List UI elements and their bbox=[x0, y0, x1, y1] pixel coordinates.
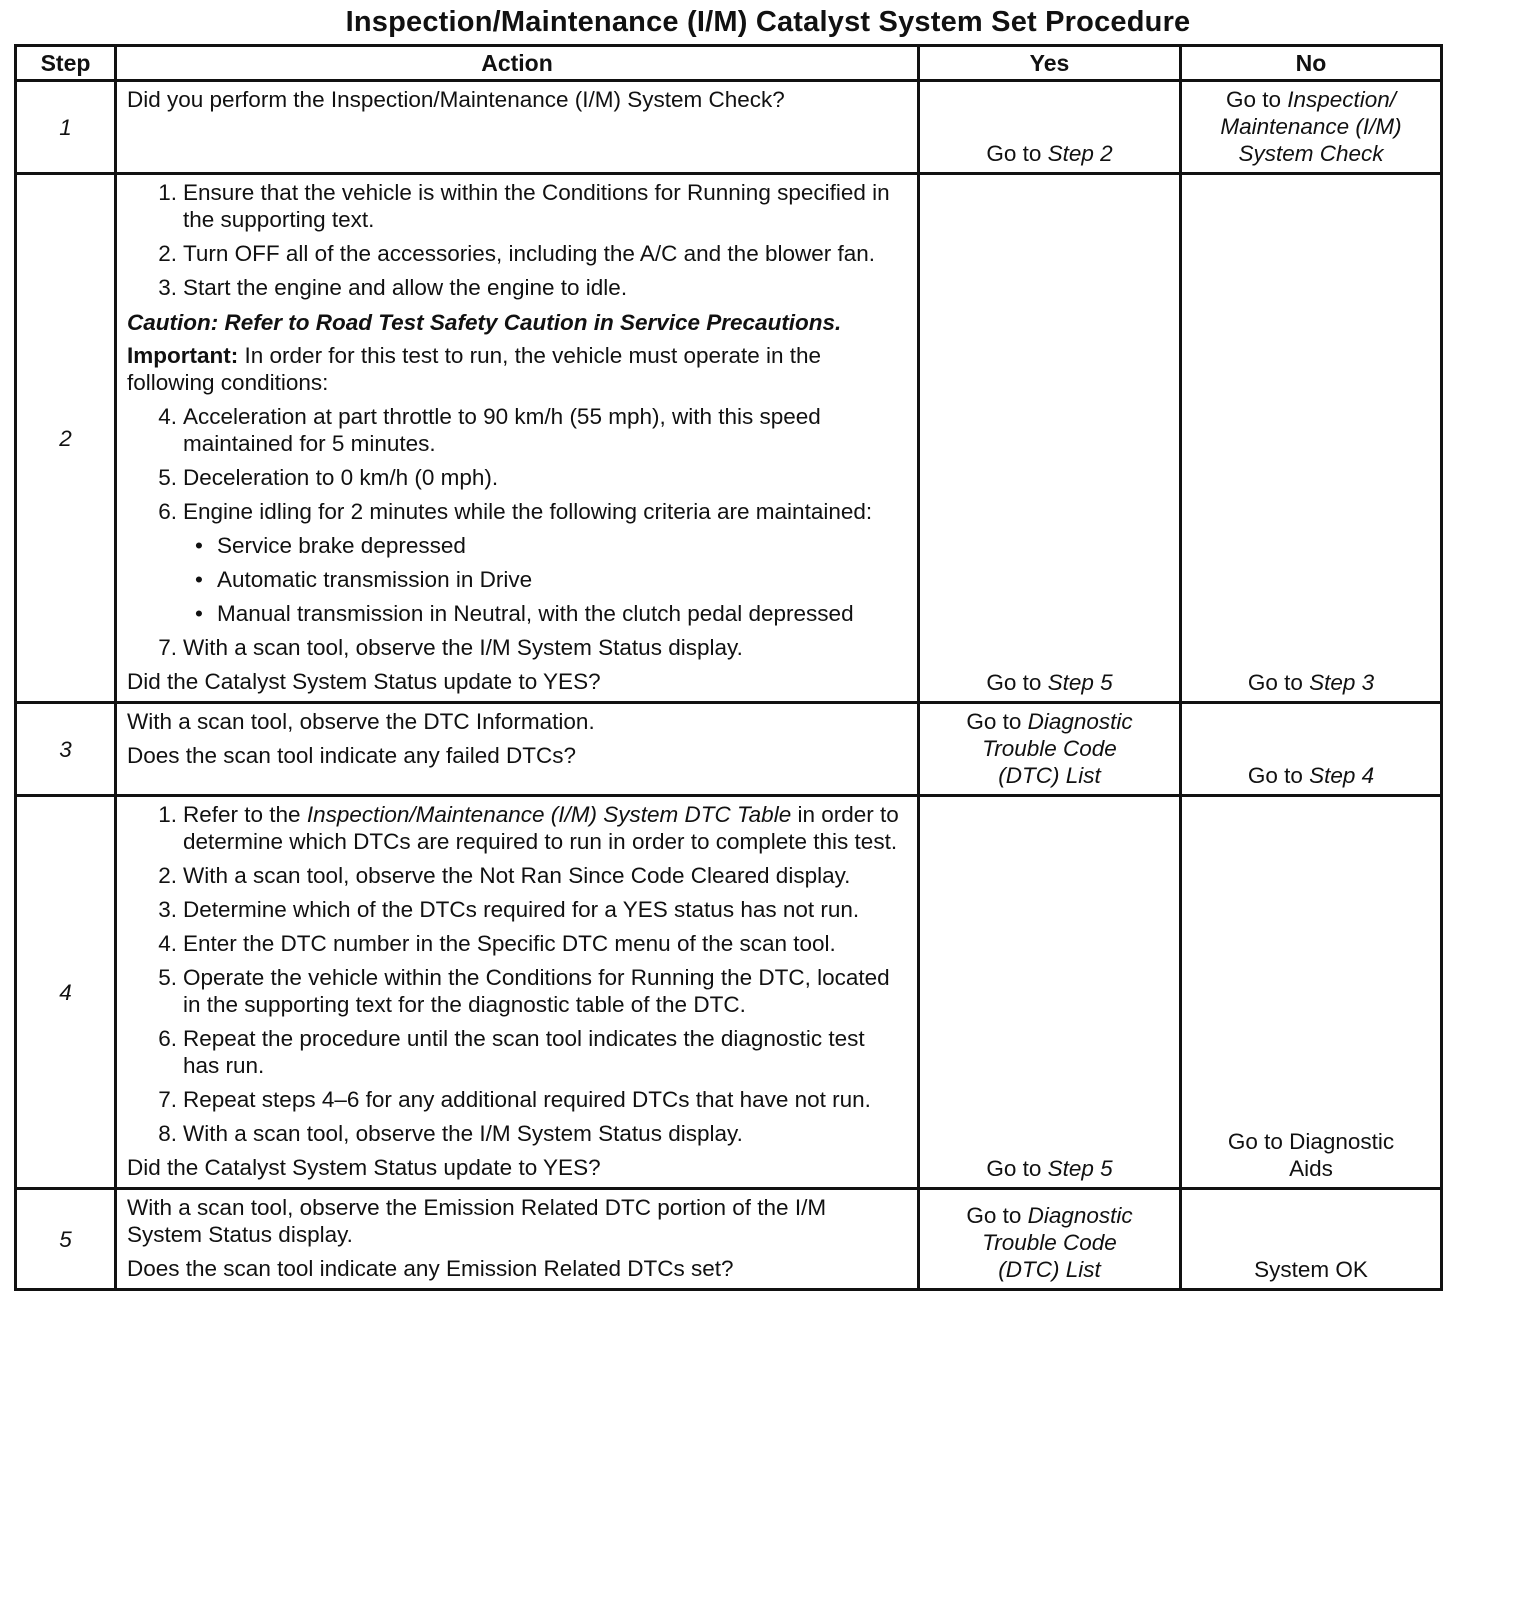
important-note bbox=[127, 342, 907, 396]
no-cell bbox=[1181, 796, 1442, 1189]
list-number: 8. bbox=[158, 1121, 177, 1146]
list-number: 4. bbox=[158, 404, 177, 429]
no-link[interactable]: Inspection/ Maintenance (I/M) System Check bbox=[1220, 87, 1402, 166]
list-text-post: in order to determine which DTCs are required to run in order to complete this test. bbox=[183, 802, 899, 854]
list-number: 2. bbox=[158, 863, 177, 888]
no-prefix: Go to bbox=[1247, 763, 1303, 788]
action-cell bbox=[116, 796, 919, 1189]
header-no: No bbox=[1181, 46, 1442, 81]
bullet-text: Manual transmission in Neutral, with the clutch pedal depressed bbox=[217, 601, 854, 626]
table-row-step-5 bbox=[16, 1189, 1442, 1290]
bullet-dot: • bbox=[195, 533, 203, 558]
action-question: Does the scan tool indicate any Emission Related DTCs set? bbox=[127, 1256, 734, 1281]
action-list bbox=[127, 801, 907, 1147]
no-cell bbox=[1181, 81, 1442, 174]
no-prefix: Go to bbox=[1225, 87, 1281, 112]
yes-prefix: Go to bbox=[986, 141, 1042, 166]
action-line: With a scan tool, observe the Emission Related DTC portion of the I/M System Status display. bbox=[127, 1195, 827, 1247]
list-text: Deceleration to 0 km/h (0 mph). bbox=[183, 465, 499, 490]
list-item bbox=[127, 801, 907, 855]
list-number: 7. bbox=[158, 635, 177, 660]
action-cell bbox=[116, 174, 919, 703]
table-row-step-4 bbox=[16, 796, 1442, 1189]
bullet-item bbox=[183, 566, 907, 593]
bullet-item bbox=[183, 600, 907, 627]
list-text-pre: Refer to the bbox=[183, 802, 301, 827]
list-text: Enter the DTC number in the Specific DTC menu of the scan tool. bbox=[183, 931, 836, 956]
action-question: Did you perform the Inspection/Maintenance (I/M) System Check? bbox=[127, 87, 785, 112]
yes-link[interactable]: Step 5 bbox=[1047, 670, 1113, 695]
yes-cell bbox=[919, 796, 1181, 1189]
yes-cell bbox=[919, 703, 1181, 796]
action-list bbox=[127, 179, 907, 301]
list-number: 2. bbox=[158, 241, 177, 266]
list-item bbox=[127, 274, 907, 301]
header-action: Action bbox=[116, 46, 919, 81]
step-number: 2 bbox=[16, 174, 116, 703]
list-item bbox=[127, 634, 907, 661]
yes-prefix: Go to bbox=[966, 709, 1022, 734]
header-yes: Yes bbox=[919, 46, 1181, 81]
list-text: Determine which of the DTCs required for a YES status has not run. bbox=[183, 897, 860, 922]
header-step: Step bbox=[16, 46, 116, 81]
yes-cell bbox=[919, 1189, 1181, 1290]
list-item bbox=[127, 862, 907, 889]
action-question: Did the Catalyst System Status update to YES? bbox=[127, 1155, 601, 1180]
list-item bbox=[127, 498, 907, 627]
header-row bbox=[16, 46, 1442, 81]
yes-cell bbox=[919, 81, 1181, 174]
list-text: Repeat the procedure until the scan tool indicates the diagnostic test has run. bbox=[183, 1026, 865, 1078]
yes-prefix: Go to bbox=[986, 1156, 1042, 1181]
yes-link[interactable]: Step 2 bbox=[1047, 141, 1113, 166]
list-text: Acceleration at part throttle to 90 km/h (55 mph), with this speed maintained for 5 minutes. bbox=[183, 404, 821, 456]
action-list bbox=[127, 403, 907, 661]
list-number: 5. bbox=[158, 965, 177, 990]
list-number: 6. bbox=[158, 499, 177, 524]
list-text: Ensure that the vehicle is within the Conditions for Running specified in the supporting text. bbox=[183, 180, 890, 232]
criteria-list bbox=[183, 532, 907, 627]
step-number: 3 bbox=[16, 703, 116, 796]
table-row-step-3 bbox=[16, 703, 1442, 796]
list-text: Repeat steps 4–6 for any additional required DTCs that have not run. bbox=[183, 1087, 871, 1112]
important-text: In order for this test to run, the vehicle must operate in the following conditions: bbox=[127, 343, 822, 395]
yes-link[interactable]: Diagnostic Trouble Code (DTC) List bbox=[982, 1203, 1133, 1282]
no-result: System OK bbox=[1254, 1257, 1368, 1282]
list-item bbox=[127, 930, 907, 957]
list-text: Start the engine and allow the engine to idle. bbox=[183, 275, 628, 300]
list-number: 4. bbox=[158, 931, 177, 956]
step-number: 5 bbox=[16, 1189, 116, 1290]
bullet-text: Automatic transmission in Drive bbox=[217, 567, 533, 592]
yes-cell bbox=[919, 174, 1181, 703]
bullet-text: Service brake depressed bbox=[217, 533, 466, 558]
no-cell bbox=[1181, 174, 1442, 703]
list-number: 6. bbox=[158, 1026, 177, 1051]
yes-prefix: Go to bbox=[986, 670, 1042, 695]
list-number: 1. bbox=[158, 802, 177, 827]
no-link[interactable]: Go to Diagnostic Aids bbox=[1227, 1129, 1395, 1181]
bullet-dot: • bbox=[195, 601, 203, 626]
list-text: Turn OFF all of the accessories, including the A/C and the blower fan. bbox=[183, 241, 876, 266]
list-item bbox=[127, 403, 907, 457]
action-line: With a scan tool, observe the DTC Information. bbox=[127, 709, 595, 734]
table-row-step-1 bbox=[16, 81, 1442, 174]
action-question: Does the scan tool indicate any failed DTCs? bbox=[127, 743, 576, 768]
list-item bbox=[127, 896, 907, 923]
list-text: Operate the vehicle within the Conditions for Running the DTC, located in the supporting text for the diagnostic table of the DTC. bbox=[183, 965, 890, 1017]
no-cell bbox=[1181, 703, 1442, 796]
list-text: With a scan tool, observe the Not Ran Since Code Cleared display. bbox=[183, 863, 851, 888]
table-row-step-2 bbox=[16, 174, 1442, 703]
action-cell bbox=[116, 1189, 919, 1290]
list-item bbox=[127, 464, 907, 491]
important-label: Important: bbox=[127, 343, 239, 368]
yes-link[interactable]: Step 5 bbox=[1047, 1156, 1113, 1181]
list-item bbox=[127, 179, 907, 233]
bullet-item bbox=[183, 532, 907, 559]
step-number: 4 bbox=[16, 796, 116, 1189]
no-cell bbox=[1181, 1189, 1442, 1290]
list-text: With a scan tool, observe the I/M System Status display. bbox=[183, 1121, 743, 1146]
no-link[interactable]: Step 3 bbox=[1309, 670, 1375, 695]
list-item bbox=[127, 1120, 907, 1147]
document-title: Inspection/Maintenance (I/M) Catalyst System Set Procedure bbox=[345, 6, 1191, 38]
list-number: 7. bbox=[158, 1087, 177, 1112]
action-cell bbox=[116, 703, 919, 796]
list-text: Engine idling for 2 minutes while the following criteria are maintained: bbox=[183, 499, 873, 524]
list-item bbox=[127, 1025, 907, 1079]
list-item bbox=[127, 1086, 907, 1113]
no-link[interactable]: Step 4 bbox=[1309, 763, 1375, 788]
procedure-table bbox=[14, 44, 1443, 1291]
list-item bbox=[127, 964, 907, 1018]
no-prefix: Go to bbox=[1247, 670, 1303, 695]
list-item bbox=[127, 240, 907, 267]
list-number: 3. bbox=[158, 897, 177, 922]
dtc-table-link[interactable]: Inspection/Maintenance (I/M) System DTC Table bbox=[306, 802, 792, 827]
yes-link[interactable]: Diagnostic Trouble Code (DTC) List bbox=[982, 709, 1133, 788]
action-cell bbox=[116, 81, 919, 174]
list-number: 5. bbox=[158, 465, 177, 490]
bullet-dot: • bbox=[195, 567, 203, 592]
step-number: 1 bbox=[16, 81, 116, 174]
caution-note: Caution: Refer to Road Test Safety Caution in Service Precautions. bbox=[127, 310, 842, 335]
list-number: 1. bbox=[158, 180, 177, 205]
yes-prefix: Go to bbox=[966, 1203, 1022, 1228]
action-question: Did the Catalyst System Status update to YES? bbox=[127, 669, 601, 694]
list-text: With a scan tool, observe the I/M System Status display. bbox=[183, 635, 743, 660]
list-number: 3. bbox=[158, 275, 177, 300]
